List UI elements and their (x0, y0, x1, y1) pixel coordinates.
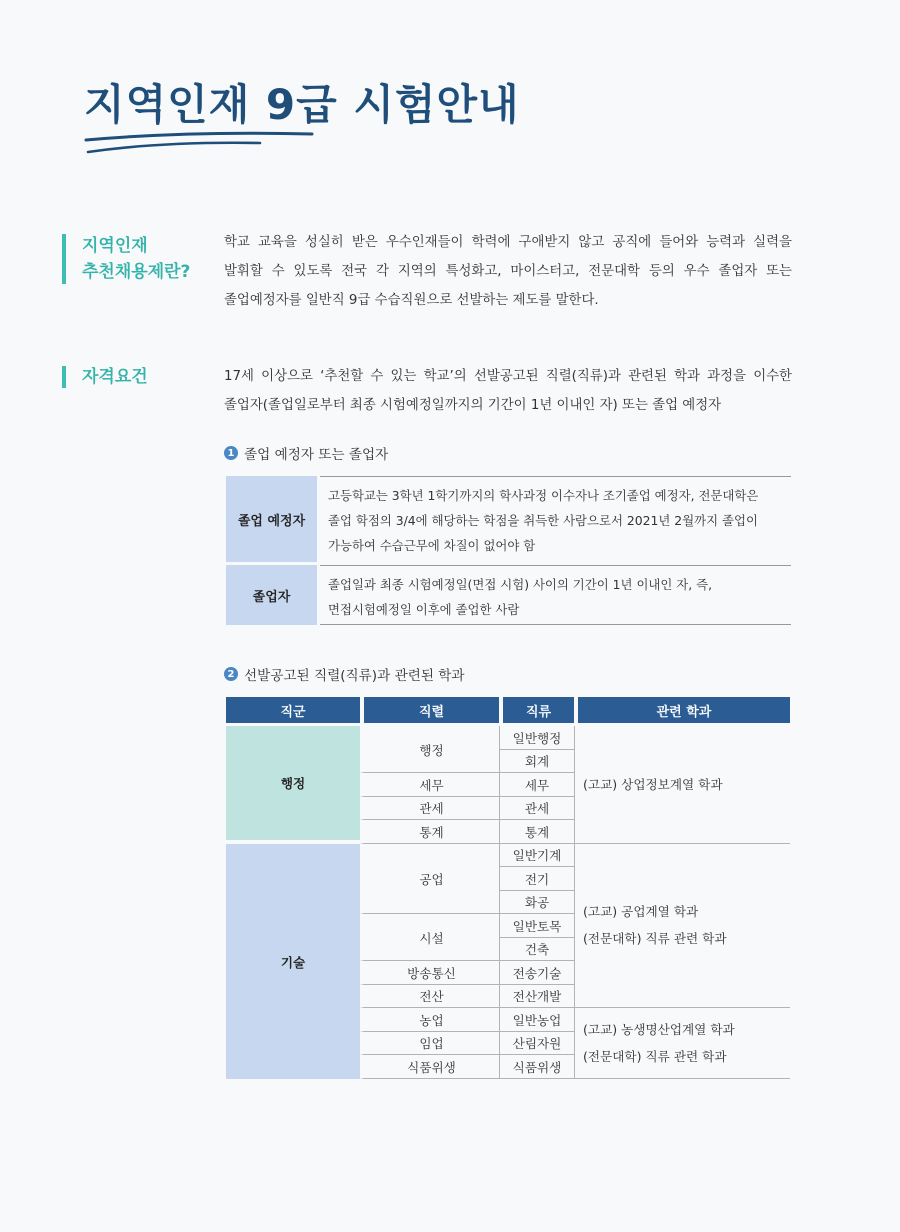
stream-cell: 관세 (499, 797, 574, 821)
stream-cell: 회계 (499, 750, 574, 774)
column-header: 직류 (499, 697, 574, 723)
group-cell: 기술 (226, 844, 360, 1079)
section-marker (62, 366, 66, 388)
row-body: 졸업일과 최종 시험예정일(면접 시험) 사이의 기간이 1년 이내인 자, 즉, 면접시험예정일 이후에 졸업한 사람 (320, 565, 791, 625)
stream-cell: 일반기계 (499, 844, 574, 868)
title-underline-decoration (84, 128, 314, 158)
table-row (226, 565, 791, 625)
subsection-title: 선발공고된 직렬(직류)과 관련된 학과 (244, 668, 465, 684)
stream-cell: 산림자원 (499, 1032, 574, 1056)
dept-text: (고교) 농생명산업계열 학과 (583, 1021, 735, 1037)
series-cell: 공업 (360, 844, 499, 915)
section-marker (62, 234, 66, 284)
stream-cell: 일반토목 (499, 914, 574, 938)
intro-paragraph: 학교 교육을 성실히 받은 우수인재들이 학력에 구애받지 않고 공직에 들어와 능력과 실력을 발휘할 수 있도록 전국 각 지역의 특성화고, 마이스터고, 전문대학 등의 우수 졸업자 또는 졸업예정자를 일반직 9급 수습직원으로 선발하는 제도를 말한다. (224, 235, 792, 308)
group-cell: 행정 (226, 726, 360, 844)
series-cell: 임업 (360, 1032, 499, 1056)
series-cell: 시설 (360, 914, 499, 961)
subsection-2-heading (224, 664, 465, 684)
dept-cell (574, 1008, 790, 1079)
stream-cell: 전산개발 (499, 985, 574, 1009)
section-title-intro (82, 233, 190, 285)
dept-cell (574, 844, 790, 1009)
section-title-line: 추천채용제란? (82, 262, 191, 282)
stream-cell: 건축 (499, 938, 574, 962)
dept-text: (전문대학) 직류 관련 학과 (583, 931, 727, 947)
stream-cell: 일반행정 (499, 726, 574, 750)
section-title-qual: 자격요건 (82, 367, 148, 387)
stream-cell: 세무 (499, 773, 574, 797)
stream-cell: 식품위생 (499, 1055, 574, 1079)
series-cell: 농업 (360, 1008, 499, 1032)
series-cell: 전산 (360, 985, 499, 1009)
page-title: 지역인재 9급 시험안내 (84, 80, 520, 129)
row-header: 졸업 예정자 (226, 476, 317, 562)
table-header-row (226, 697, 790, 723)
row-header: 졸업자 (226, 565, 317, 625)
column-header: 관련 학과 (574, 697, 790, 723)
stream-cell: 전기 (499, 867, 574, 891)
dept-cell (574, 726, 790, 844)
row-body: 고등학교는 3학년 1학기까지의 학사과정 이수자나 조기졸업 예정자, 전문대학은 졸업 학점의 3/4에 해당하는 학점을 취득한 사람으로서 2021년 2월까지 졸업이 가능하여 수습근무에 차질이 없어야 함 (320, 476, 791, 562)
number-badge: 1 (224, 446, 238, 460)
stream-cell: 일반농업 (499, 1008, 574, 1032)
stream-cell: 화공 (499, 891, 574, 915)
department-table (226, 697, 790, 1079)
series-cell: 방송통신 (360, 961, 499, 985)
series-cell: 통계 (360, 820, 499, 844)
column-header: 직군 (226, 697, 360, 723)
qualification-paragraph: 17세 이상으로 ‘추천할 수 있는 학교’의 선발공고된 직렬(직류)과 관련된 학과 과정을 이수한 졸업자(졸업일로부터 최종 시험예정일까지의 기간이 1년 이내인 자) 또는 졸업 예정자 (224, 369, 792, 413)
table-row (226, 476, 791, 562)
stream-cell: 전송기술 (499, 961, 574, 985)
stream-cell: 통계 (499, 820, 574, 844)
dept-text: (고교) 상업정보계열 학과 (583, 776, 723, 792)
series-cell: 세무 (360, 773, 499, 797)
dept-text: (전문대학) 직류 관련 학과 (583, 1048, 727, 1064)
table-row (226, 726, 790, 750)
section-title-line: 지역인재 (82, 236, 148, 256)
column-header: 직렬 (360, 697, 499, 723)
subsection-title: 졸업 예정자 또는 졸업자 (244, 447, 389, 463)
series-cell: 식품위생 (360, 1055, 499, 1079)
graduate-table (226, 476, 791, 625)
series-cell: 관세 (360, 797, 499, 821)
number-badge: 2 (224, 667, 238, 681)
subsection-1-heading (224, 443, 388, 463)
series-cell: 행정 (360, 726, 499, 773)
dept-text: (고교) 공업계열 학과 (583, 904, 699, 920)
table-row (226, 844, 790, 868)
